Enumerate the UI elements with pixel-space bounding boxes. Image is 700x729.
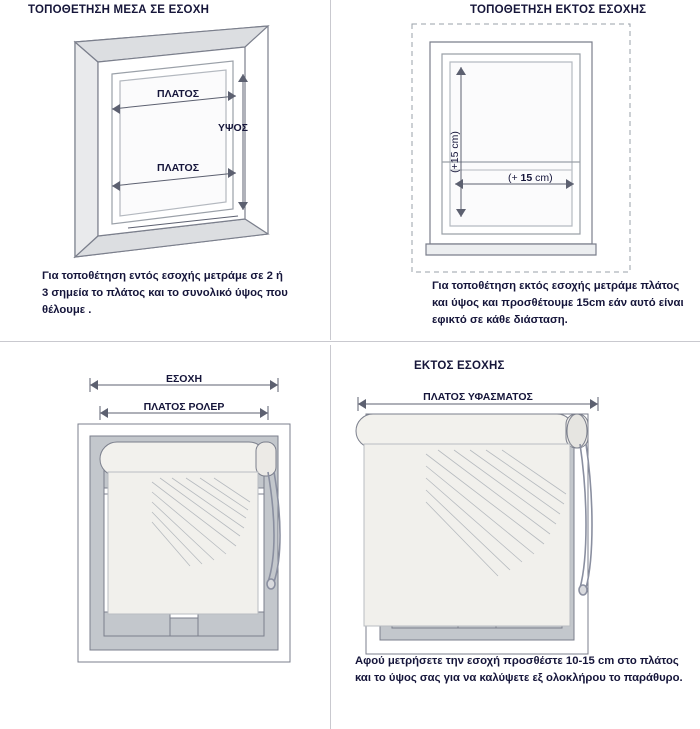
label-platos-top: ΠΛΑΤΟΣ [157, 88, 199, 100]
diagram-outside-recess [330, 12, 700, 282]
label-plus15-h-num: 15 [520, 172, 533, 184]
label-plus15-vertical: (+15 cm) [449, 131, 461, 173]
label-platos-yfasmatos: ΠΛΑΤΟΣ ΥΦΑΣΜΑΤΟΣ [423, 391, 533, 403]
label-ypsos: ΥΨΟΣ [218, 122, 248, 134]
label-plus15-h-post: cm) [532, 172, 553, 184]
label-plus15-horizontal [508, 172, 553, 184]
diagram-inside-recess [0, 14, 330, 279]
caption-inside: Για τοποθέτηση εντός εσοχής μετράμε σε 2 ή 3 σημεία το πλάτος και το συνολικό ύψος που θέλουμε . [42, 270, 288, 316]
section-title-outside: ΤΟΠΟΘΕΤΗΣΗ ΕΚΤΟΣ ΕΣΟΧΗΣ [470, 4, 647, 16]
label-esoxi: ΕΣΟΧΗ [165, 373, 203, 385]
label-plus15-h-pre: (+ [508, 172, 521, 184]
caption-outside: Για τοποθέτηση εκτός εσοχής μετράμε πλάτος και ύψος και προσθέτουμε 15cm εάν αυτό είναι εφικτό σε κάθε διάσταση. [432, 280, 684, 326]
fabric-panel [108, 472, 258, 614]
section-title-bottom-right: ΕΚΤΟΣ ΕΣΟΧΗΣ [414, 360, 505, 372]
section-title-inside: ΤΟΠΟΘΕΤΗΣΗ ΜΕΣΑ ΣΕ ΕΣΟΧΗ [28, 4, 210, 16]
divider-horizontal [0, 341, 700, 342]
label-platos-roler: ΠΛΑΤΟΣ ΡΟΛΕΡ [143, 401, 225, 413]
caption-bottom: Αφού μετρήσετε την εσοχή προσθέστε 10-15 cm στο πλάτος και το ύψος σας για να καλύψετε εξ ολοκλήρου το παράθυρο. [355, 655, 683, 684]
label-platos-bottom: ΠΛΑΤΟΣ [157, 162, 199, 174]
diagram-roller-outside [330, 378, 700, 678]
diagram-roller-inside [0, 368, 330, 688]
